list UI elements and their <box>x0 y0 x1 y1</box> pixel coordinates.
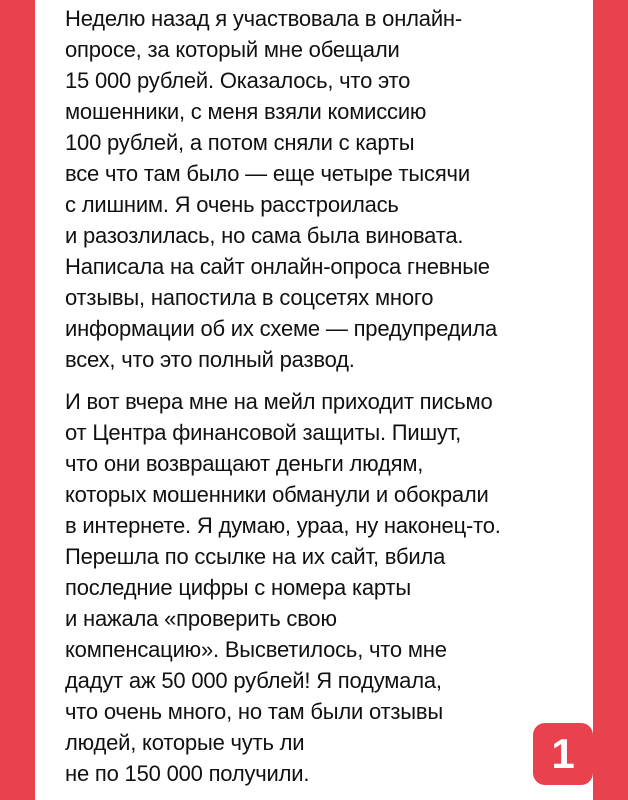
text-line: что они возвращают деньги людям, <box>65 451 424 476</box>
text-line: дадут аж 50 000 рублей! Я подумала, <box>65 668 442 693</box>
text-line: отзывы, напостила в соцсетях много <box>65 285 434 310</box>
page-number-badge: 1 <box>533 723 593 785</box>
text-line: информации об их схеме — предупредила <box>65 316 498 341</box>
text-line: все что там было — еще четыре тысячи <box>65 161 470 186</box>
text-line: от Центра финансовой защиты. Пишут, <box>65 420 462 445</box>
story-page <box>35 0 593 800</box>
text-line: Написала на сайт онлайн-опроса гневные <box>65 254 490 279</box>
text-line: Неделю назад я участвовала в онлайн- <box>65 6 462 31</box>
text-line: людей, которые чуть ли <box>65 730 305 755</box>
story-paragraph-2 <box>65 386 575 789</box>
text-line: и нажала «проверить свою <box>65 606 337 631</box>
text-line: компенсацию». Высветилось, что мне <box>65 637 447 662</box>
text-line: всех, что это полный развод. <box>65 347 355 372</box>
text-line: Перешла по ссылке на их сайт, вбила <box>65 544 446 569</box>
text-line: мошенники, с меня взяли комиссию <box>65 99 427 124</box>
text-line: И вот вчера мне на мейл приходит письмо <box>65 389 493 414</box>
text-line: в интернете. Я думаю, ураа, ну наконец-то. <box>65 513 501 538</box>
text-line: опросе, за который мне обещали <box>65 37 400 62</box>
text-line: 15 000 рублей. Оказалось, что это <box>65 68 411 93</box>
text-line: не по 150 000 получили. <box>65 761 310 786</box>
text-line: с лишним. Я очень расстроилась <box>65 192 399 217</box>
text-line: что очень много, но там были отзывы <box>65 699 444 724</box>
text-line: 100 рублей, а потом сняли с карты <box>65 130 415 155</box>
story-paragraph-1 <box>65 3 575 375</box>
text-line: и разозлилась, но сама была виновата. <box>65 223 464 248</box>
text-line: которых мошенники обманули и обокрали <box>65 482 489 507</box>
text-line: последние цифры с номера карты <box>65 575 411 600</box>
